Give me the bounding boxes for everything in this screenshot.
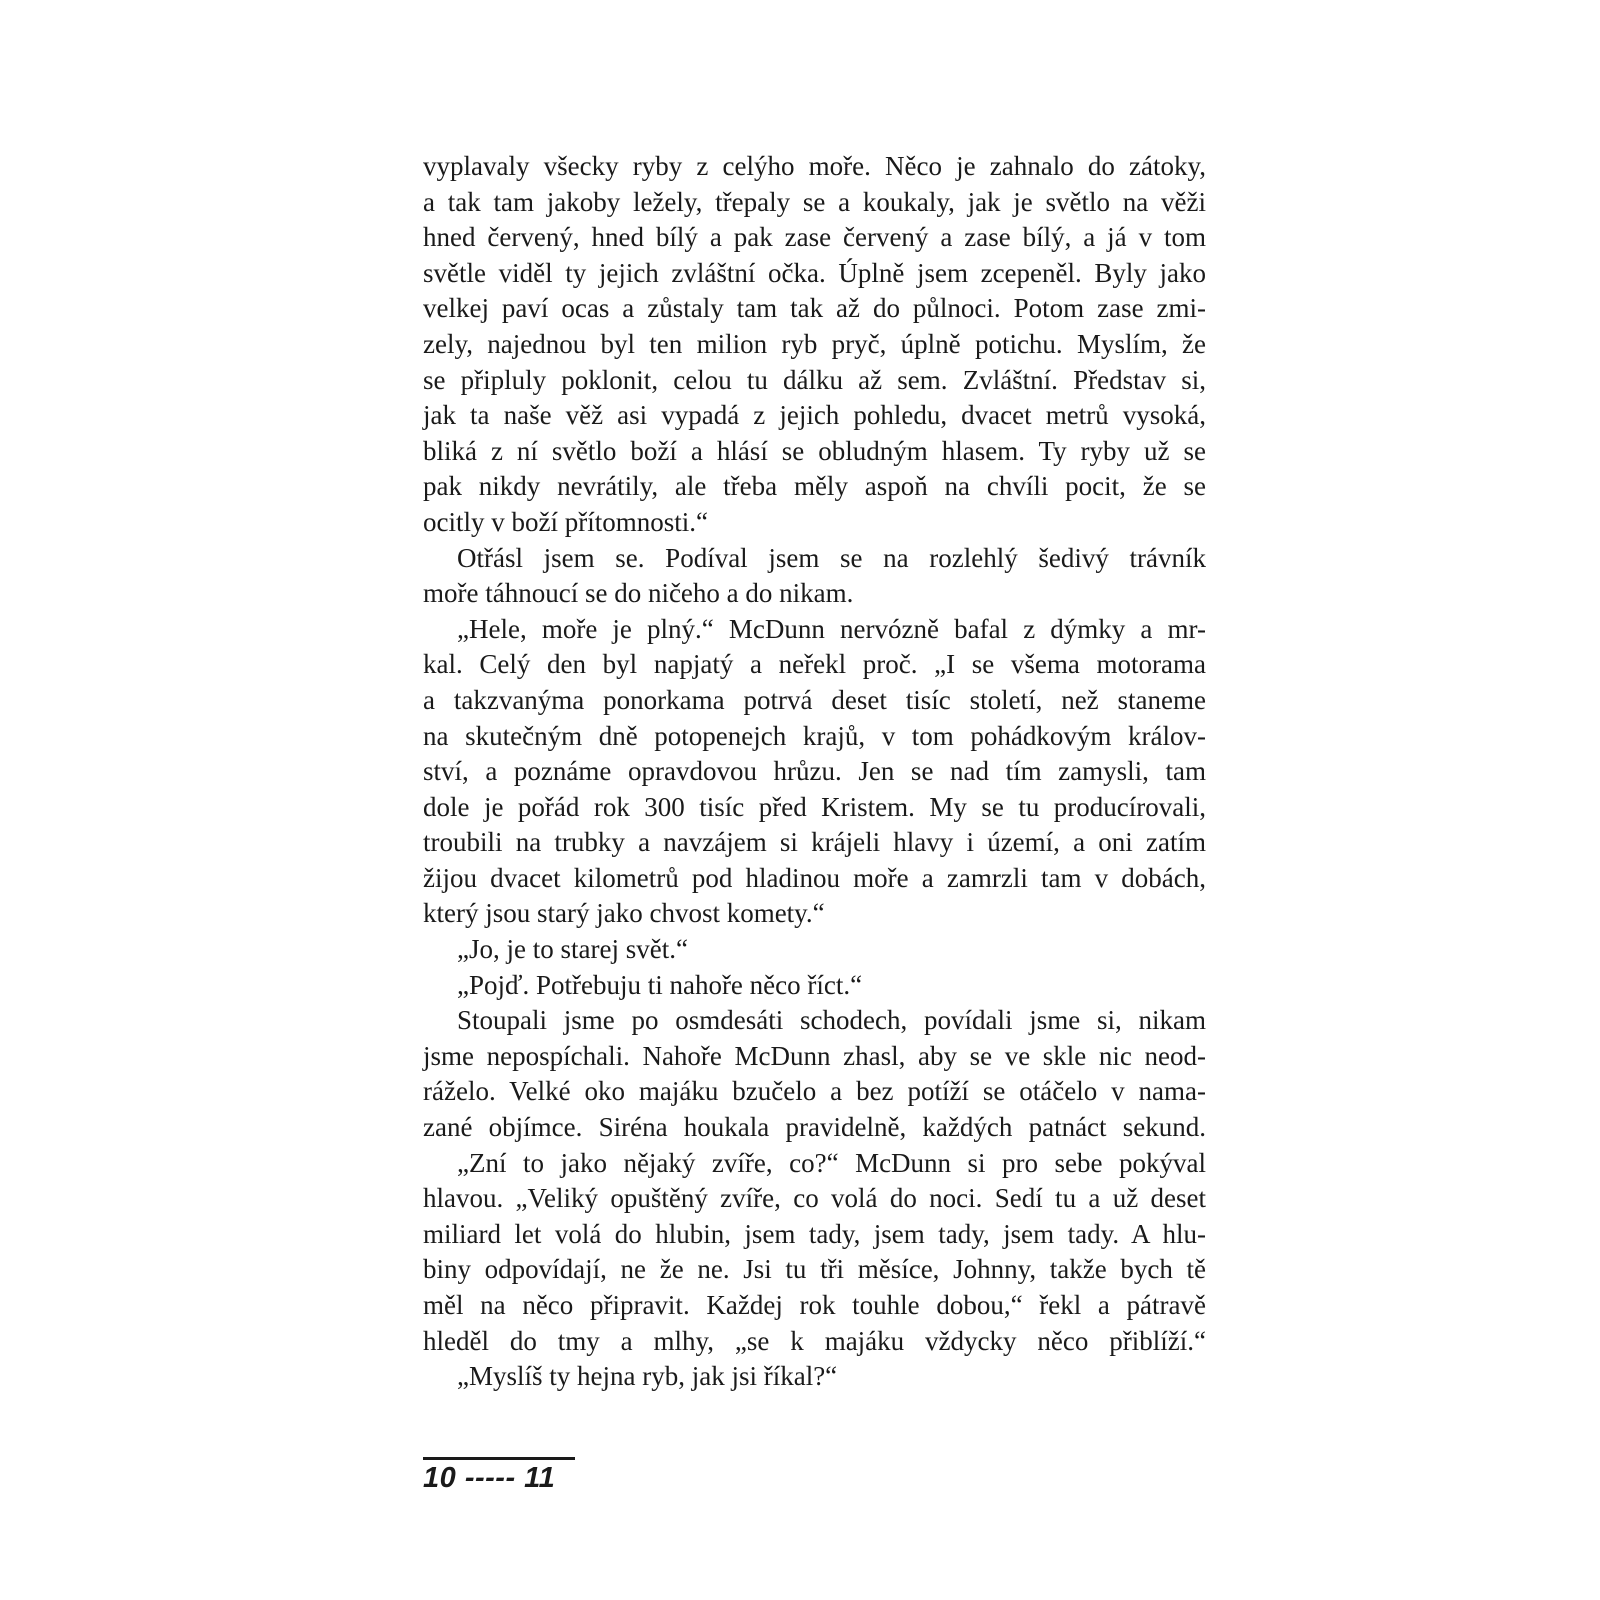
body-text	[423, 149, 1206, 1395]
text-line: hned červený, hned bílý a pak zase červený a zase bílý, a já v tom	[423, 222, 1206, 253]
text-line: bliká z ní světlo boží a hlásí se obludným hlasem. Ty ryby už se	[423, 435, 1206, 466]
text-line: miliard let volá do hlubin, jsem tady, jsem tady, jsem tady. A hlu-	[423, 1218, 1206, 1249]
text-line: „Pojď. Potřebuju ti nahoře něco říct.“	[457, 969, 863, 1000]
text-line: „Jo, je to starej svět.“	[457, 934, 688, 965]
text-line: ocitly v boží přítomnosti.“	[423, 506, 708, 537]
text-line: zané objímce. Siréna houkala pravidelně, každých patnáct sekund.	[423, 1112, 1206, 1143]
text-line: hleděl do tmy a mlhy, „se k majáku vždycky něco přiblíží.“	[423, 1325, 1206, 1356]
text-line: jak ta naše věž asi vypadá z jejich pohledu, dvacet metrů vysoká,	[423, 400, 1206, 431]
text-line: se připluly poklonit, celou tu dálku až sem. Zvláštní. Představ si,	[423, 364, 1206, 395]
text-line: ráželo. Velké oko majáku bzučelo a bez potíží se otáčelo v nama-	[423, 1076, 1206, 1107]
text-line: na skutečným dně potopenejch krajů, v tom pohádkovým králov-	[423, 720, 1206, 751]
text-line: měl na něco připravit. Každej rok touhle dobou,“ řekl a pátravě	[423, 1290, 1206, 1320]
text-line: „Hele, moře je plný.“ McDunn nervózně bafal z dýmky a mr-	[457, 613, 1206, 644]
text-line: světle viděl ty jejich zvláštní očka. Úplně jsem zcepeněl. Byly jako	[423, 257, 1206, 288]
text-line: který jsou starý jako chvost komety.“	[423, 898, 825, 929]
text-line: jsme nepospíchali. Nahoře McDunn zhasl, aby se ve skle nic neod-	[423, 1040, 1206, 1071]
page-number: 10 ----- 11	[423, 1462, 556, 1494]
text-line: ství, a poznáme opravdovou hrůzu. Jen se nad tím zamysli, tam	[423, 756, 1206, 787]
text-line: vyplavaly všecky ryby z celýho moře. Něco je zahnalo do zátoky,	[423, 151, 1206, 181]
text-line: velkej paví ocas a zůstaly tam tak až do půlnoci. Potom zase zmi-	[423, 293, 1206, 324]
text-line: a takzvanýma ponorkama potrvá deset tisíc století, než staneme	[423, 684, 1206, 715]
text-line: kal. Celý den byl napjatý a neřekl proč. „I se všema motorama	[423, 649, 1206, 680]
text-line: Otřásl jsem se. Podíval jsem se na rozlehlý šedivý trávník	[457, 542, 1206, 573]
text-line: moře táhnoucí se do ničeho a do nikam.	[423, 578, 854, 609]
text-line: a tak tam jakoby ležely, třepaly se a koukaly, jak je světlo na věži	[423, 186, 1206, 217]
text-line: „Zní to jako nějaký zvíře, co?“ McDunn si pro sebe pokýval	[457, 1147, 1206, 1178]
text-line: žijou dvacet kilometrů pod hladinou moře a zamrzli tam v dobách,	[423, 862, 1206, 893]
text-line: pak nikdy nevrátily, ale třeba měly aspoň na chvíli pocit, že se	[423, 471, 1206, 502]
text-line: hlavou. „Veliký opuštěný zvíře, co volá do noci. Sedí tu a už deset	[423, 1183, 1206, 1214]
text-line: Stoupali jsme po osmdesáti schodech, povídali jsme si, nikam	[457, 1005, 1206, 1036]
text-line: zely, najednou byl ten milion ryb pryč, úplně potichu. Myslím, že	[423, 328, 1206, 359]
text-line: biny odpovídají, ne že ne. Jsi tu tři měsíce, Johnny, takže bych tě	[423, 1254, 1206, 1285]
text-line: troubili na trubky a navzájem si krájeli hlavy i území, a oni zatím	[423, 827, 1206, 858]
text-line: dole je pořád rok 300 tisíc před Kristem. My se tu producírovali,	[423, 791, 1206, 822]
text-line: „Myslíš ty hejna ryb, jak jsi říkal?“	[457, 1361, 838, 1392]
page-footer	[423, 1457, 575, 1496]
